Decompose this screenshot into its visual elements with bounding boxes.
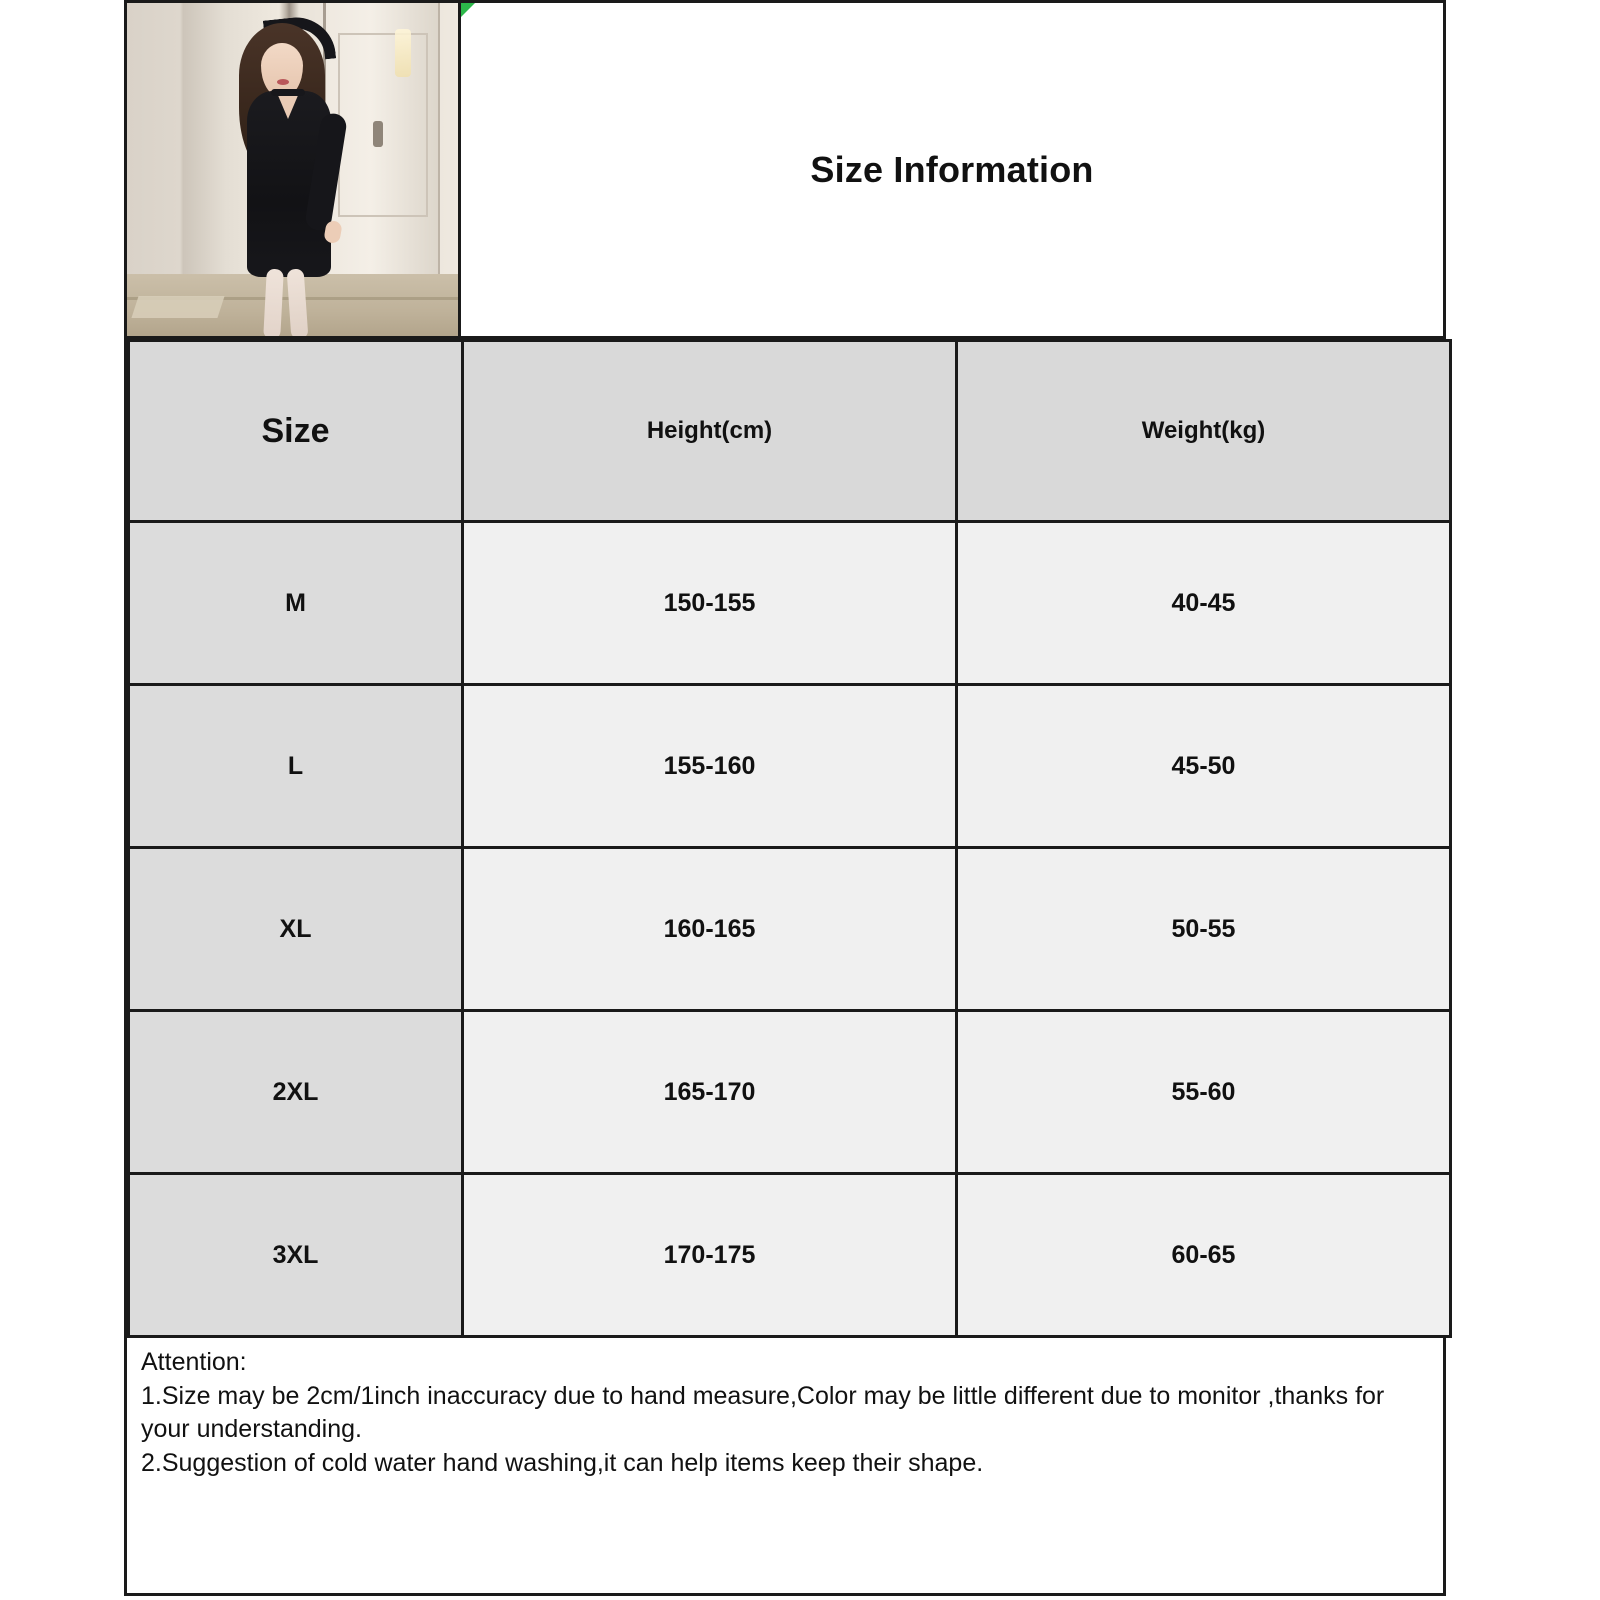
table-row	[129, 848, 1451, 1011]
cell-weight: 60-65	[957, 1174, 1451, 1337]
model-left-leg	[263, 269, 284, 336]
column-header-height: Height(cm)	[463, 341, 957, 522]
model-lips	[277, 79, 289, 85]
cell-size: XL	[129, 848, 463, 1011]
page-title: Size Information	[810, 148, 1094, 190]
column-header-size: Size	[129, 341, 463, 522]
cell-height: 155-160	[463, 685, 957, 848]
table-head	[129, 341, 1451, 522]
cell-height: 150-155	[463, 522, 957, 685]
model-choker	[271, 89, 305, 96]
cell-weight: 40-45	[957, 522, 1451, 685]
attention-line-1: 1.Size may be 2cm/1inch inaccuracy due to hand measure,Color may be little different due to monitor ,thanks for your understanding.	[141, 1381, 1385, 1443]
table-row	[129, 1174, 1451, 1337]
attention-line-2: 2.Suggestion of cold water hand washing,it can help items keep their shape.	[141, 1448, 984, 1477]
cell-size: L	[129, 685, 463, 848]
column-header-weight: Weight(kg)	[957, 341, 1451, 522]
table-row	[129, 685, 1451, 848]
cell-height: 160-165	[463, 848, 957, 1011]
photo-lamp	[395, 29, 411, 77]
cell-height: 170-175	[463, 1174, 957, 1337]
table-row	[129, 522, 1451, 685]
cell-weight: 55-60	[957, 1011, 1451, 1174]
photo-door-handle	[373, 121, 383, 147]
model-hand	[323, 220, 343, 244]
cell-size: 2XL	[129, 1011, 463, 1174]
cell-weight: 50-55	[957, 848, 1451, 1011]
header-row	[127, 3, 1443, 339]
table-row	[129, 1011, 1451, 1174]
cell-size: M	[129, 522, 463, 685]
title-cell	[461, 3, 1443, 336]
size-chart-sheet	[124, 0, 1446, 1596]
table-header-row	[129, 341, 1451, 522]
size-table	[127, 339, 1452, 1338]
table-body	[129, 522, 1451, 1337]
cell-size: 3XL	[129, 1174, 463, 1337]
attention-block	[127, 1338, 1443, 1600]
attention-heading: Attention:	[141, 1348, 247, 1376]
photo-floor-mat	[131, 296, 224, 318]
green-corner-marker	[461, 3, 475, 17]
photo-model	[213, 17, 363, 336]
cell-height: 165-170	[463, 1011, 957, 1174]
product-photo	[127, 3, 461, 336]
cell-weight: 45-50	[957, 685, 1451, 848]
model-right-leg	[287, 268, 309, 336]
